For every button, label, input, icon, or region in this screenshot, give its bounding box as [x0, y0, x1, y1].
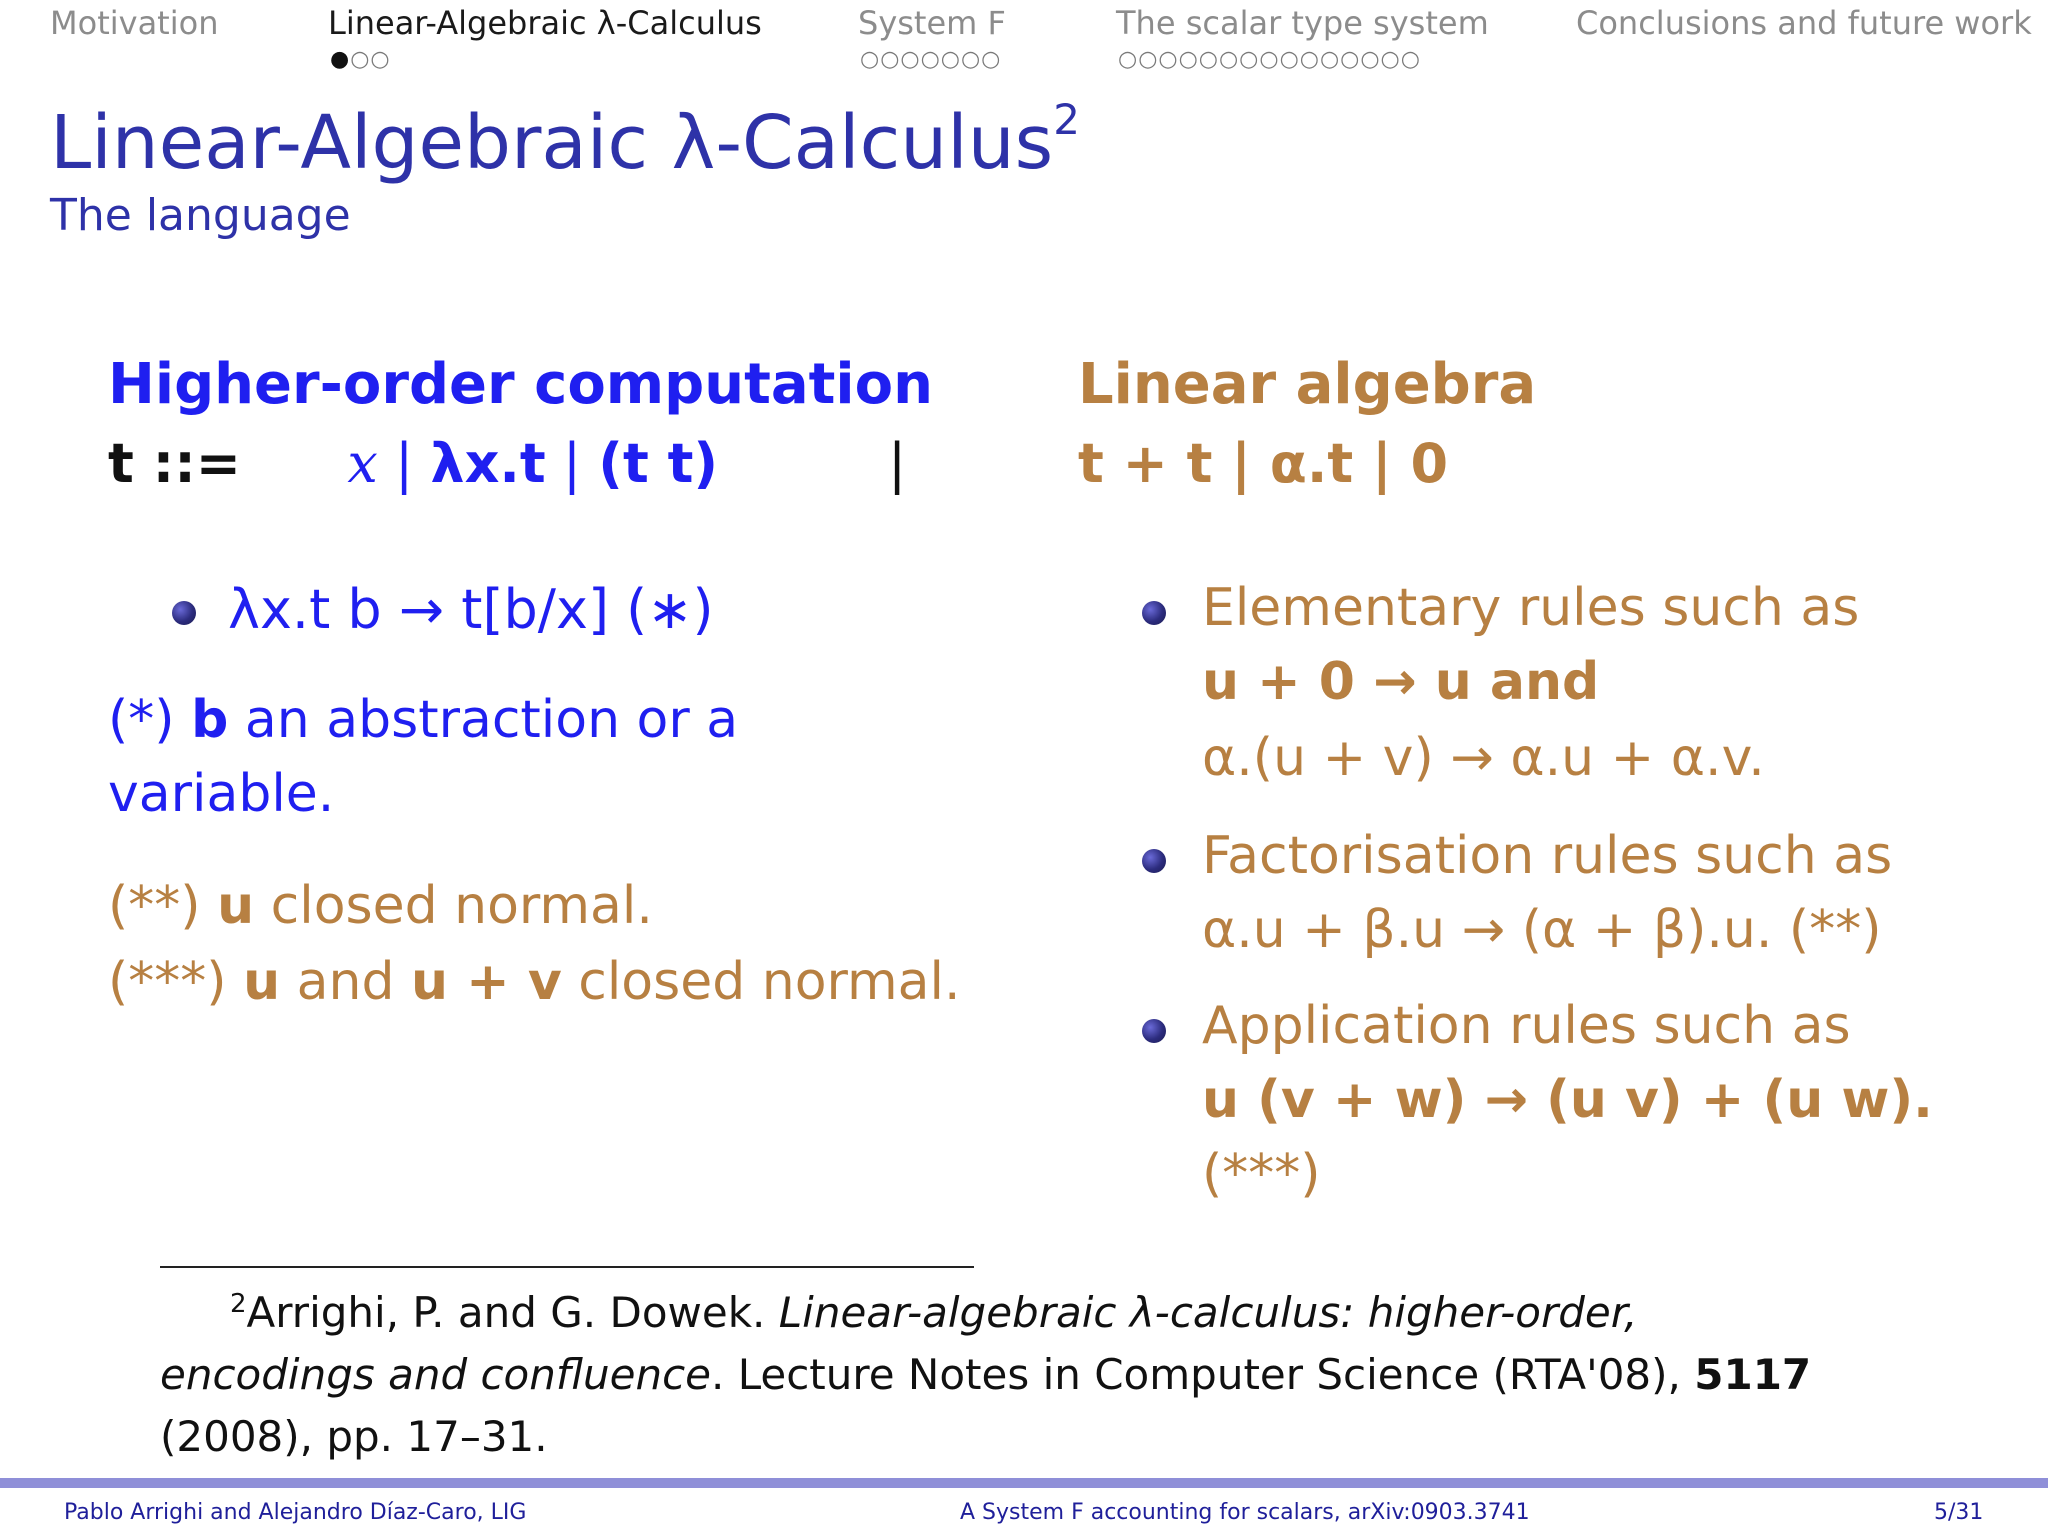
- application-rules-label: Application rules such as: [1202, 996, 1851, 1056]
- footnote-line-1: [230, 1288, 1637, 1337]
- note-triple-star-text: closed normal.: [561, 952, 961, 1012]
- footer-page-number: 5/31: [1934, 1500, 1984, 1525]
- nav-dot-current: ●: [330, 47, 351, 72]
- note-triple-star: [108, 952, 960, 1012]
- footnote-volume: 5117: [1694, 1350, 1812, 1399]
- grammar-sep: |: [545, 432, 599, 495]
- footnote-title: Linear-algebraic λ-calculus: higher-order,: [778, 1288, 1638, 1337]
- note-triple-star-sum: u + v: [411, 952, 562, 1012]
- footnote-venue: . Lecture Notes in Computer Science (RTA'08),: [711, 1350, 1695, 1399]
- elementary-rule-1: u + 0 → u and: [1202, 652, 1600, 712]
- right-heading: Linear algebra: [1078, 352, 1537, 417]
- bullet-icon: [172, 601, 196, 625]
- factorisation-rule: α.u + β.u → (α + β).u. (**): [1202, 900, 1882, 960]
- footnote-title-cont: encodings and confluence: [160, 1350, 712, 1399]
- nav-dots-rest: ○○: [350, 47, 391, 72]
- grammar-separator: |: [888, 432, 907, 495]
- beta-rule: λx.t b → t[b/x] (∗): [228, 578, 714, 641]
- nav-dots-scalar-type-system[interactable]: ○○○○○○○○○○○○○○○: [1118, 47, 1421, 72]
- footnote-rule: [160, 1266, 974, 1268]
- note-double-star: [108, 876, 653, 936]
- bullet-icon: [1142, 1019, 1166, 1043]
- note-triple-star-mark: (***): [108, 952, 244, 1012]
- note-star-b: b: [191, 690, 229, 750]
- footer-authors: Pablo Arrighi and Alejandro Díaz-Caro, LIG: [64, 1500, 527, 1525]
- note-star-mark: (*): [108, 690, 192, 750]
- application-rule: u (v + w) → (u v) + (u w).: [1202, 1070, 1933, 1130]
- note-star: [108, 690, 738, 750]
- factorisation-rules-label: Factorisation rules such as: [1202, 826, 1893, 886]
- footnote-ref: 2: [1053, 95, 1080, 145]
- nav-dots-system-f[interactable]: ○○○○○○○: [860, 47, 1002, 72]
- grammar-lhs: t ::=: [108, 432, 242, 495]
- footnote-mark: 2: [230, 1289, 247, 1319]
- bullet-icon: [1142, 849, 1166, 873]
- note-double-star-mark: (**): [108, 876, 218, 936]
- grammar-application: (t t): [598, 432, 719, 495]
- note-triple-star-and: and: [280, 952, 412, 1012]
- note-double-star-text: closed normal.: [254, 876, 653, 936]
- footer-paper: A System F accounting for scalars, arXiv:0903.3741: [960, 1500, 1530, 1525]
- footnote-line-2: [160, 1350, 1811, 1399]
- slide-subtitle: The language: [50, 190, 351, 241]
- bullet-icon: [1142, 601, 1166, 625]
- grammar-right: t + t | α.t | 0: [1078, 432, 1449, 495]
- elementary-rules-label: Elementary rules such as: [1202, 578, 1860, 638]
- note-star-text: an abstraction or a: [228, 690, 739, 750]
- note-double-star-u: u: [217, 876, 255, 936]
- nav-motivation[interactable]: Motivation: [50, 4, 219, 42]
- left-heading: Higher-order computation: [108, 352, 933, 417]
- grammar-var: x: [347, 432, 378, 495]
- nav-conclusions[interactable]: Conclusions and future work: [1576, 4, 2032, 42]
- grammar-abstraction: λx.t: [430, 432, 546, 495]
- footer-bar: [0, 1478, 2048, 1488]
- application-rule-note: (***): [1202, 1144, 1321, 1204]
- note-triple-star-u: u: [243, 952, 281, 1012]
- nav-linear-algebraic[interactable]: Linear-Algebraic λ-Calculus: [328, 4, 762, 42]
- grammar-left: [108, 432, 718, 495]
- footnote-line-3: (2008), pp. 17–31.: [160, 1412, 548, 1461]
- slide-title: [50, 95, 1080, 186]
- footnote-authors: Arrighi, P. and G. Dowek.: [246, 1288, 779, 1337]
- slide-title-text: Linear-Algebraic λ-Calculus: [50, 100, 1054, 186]
- nav-system-f[interactable]: System F: [858, 4, 1006, 42]
- elementary-rule-2: α.(u + v) → α.u + α.v.: [1202, 728, 1765, 788]
- grammar-sep: |: [377, 432, 431, 495]
- nav-dots-linear-algebraic[interactable]: [330, 48, 391, 72]
- note-star-cont: variable.: [108, 764, 335, 824]
- nav-scalar-type-system[interactable]: The scalar type system: [1116, 4, 1489, 42]
